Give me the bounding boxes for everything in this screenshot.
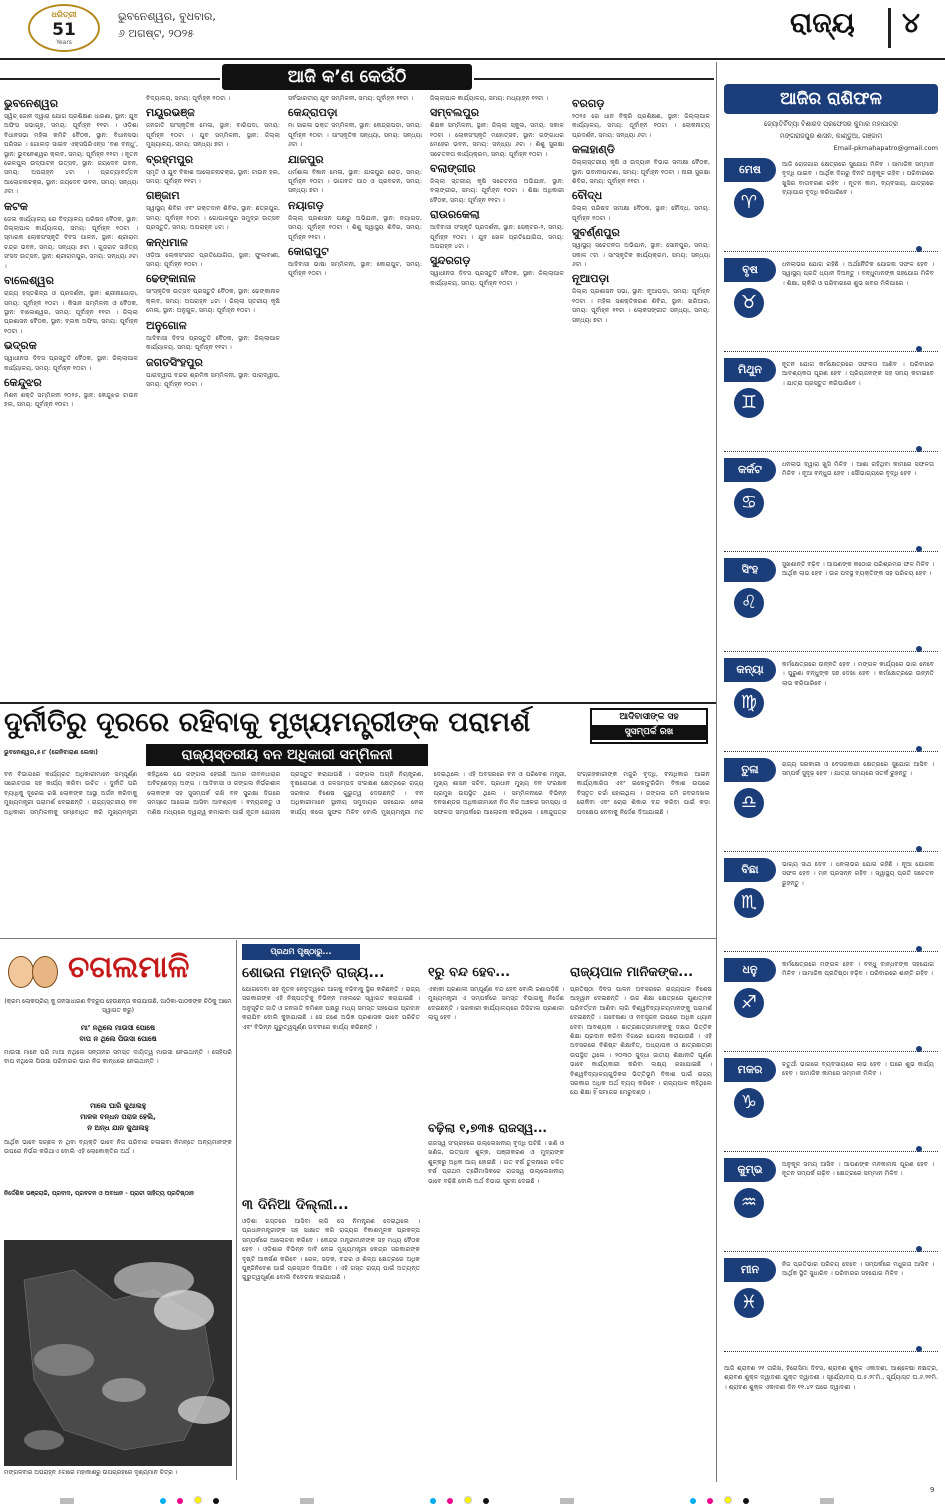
swatch-cyan-dot bbox=[690, 1498, 696, 1504]
rashi-prediction: ରାଜ୍ୟ ସରକାରୀ ଓ ବେସରକାରୀ କ୍ଷେତ୍ରରେ ସୁଯୋଗ ଆସିବ । ସମ୍ପର୍କ ସୁଦୃଢ଼ ହେବ । ଯାତ୍ରା ସମୟରେ ସତର୍କ ରୁହନ୍ତୁ । bbox=[782, 761, 934, 778]
story-delhi-body: ଓଡ଼ିଶା ଗସ୍ତରେ ଆସିବା ଲାଗି ସେ ନିମନ୍ତ୍ରଣ ଦେଇଥିଲେ । ପ୍ରଧାନମନ୍ତ୍ରୀଙ୍କ ସହ ସାକ୍ଷାତ କରି ରାଜ୍ୟର ବିକାଶମୂଳକ ପ୍ରକଳ୍ପ ସମ୍ପର୍କରେ ଆଲୋଚନା କରିବେ । କେନ୍ଦ୍ର ମନ୍ତ୍ରୀମାନଙ୍କ ସହ ମଧ୍ୟ ବୈଠକ ହେବ । ଓଡ଼ିଶାର ବିଭିନ୍ନ ଦାବି ନେଇ ମୁଖ୍ୟମନ୍ତ୍ରୀ କେନ୍ଦ୍ର ସରକାରଙ୍କ ଦୃଷ୍ଟି ଆକର୍ଷଣ କରିବେ । ରେଳ, ସଡ଼କ, ବନ୍ଦର ଓ ଶିଳ୍ପ କ୍ଷେତ୍ରରେ ଅଧିକ ପୁଞ୍ଜିନିବେଶ ପାଇଁ ପ୍ରସ୍ତାବ ଦିଆଯିବ । ଏହି ଗସ୍ତ ରାଜ୍ୟ ପାଇଁ ଅତ୍ୟନ୍ତ ଗୁରୁତ୍ୱପୂର୍ଣ୍ଣ ବୋଲି ବିବେଚନା କରାଯାଉଛି । bbox=[242, 1218, 420, 1282]
rashi-separator bbox=[724, 950, 938, 952]
cartoon-faces-icon bbox=[4, 948, 62, 1000]
events-district-heading: କନ୍ଧମାଳ bbox=[146, 235, 188, 249]
rashi-entry bbox=[724, 158, 938, 254]
rashi-separator-dot bbox=[916, 1146, 922, 1152]
events-district-text: ମା ସାରଳା ଭକ୍ତ ସମ୍ମିଳନୀ, ସ୍ଥାନ: କେନ୍ଦ୍ରାପଡ଼ା, ସମୟ: ପୂର୍ବାହ୍ନ ୧୦ଟା । ସାଂସ୍କୃତିକ ସନ୍ଧ୍ୟା, ସମୟ: ସନ୍ଧ୍ୟା ୬ଟା । bbox=[288, 122, 422, 149]
events-district-heading: ସୁବର୍ଣ୍ଣପୁର bbox=[572, 226, 620, 240]
swatch-cyan-dot bbox=[430, 1498, 436, 1504]
footer-swatch-group-3 bbox=[300, 1489, 320, 1508]
events-district-text: ସ୍ୱାଧୀନତା ଦିବସ ପ୍ରସ୍ତୁତି ବୈଠକ, ସ୍ଥାନ: ଜିଲ୍ଲାପାଳ କାର୍ଯ୍ୟାଳୟ, ସମୟ: ପୂର୍ବାହ୍ନ ୧୦ଟା । bbox=[430, 270, 564, 287]
rashi-name: ବିଛା bbox=[724, 858, 776, 882]
rashi-entry bbox=[724, 358, 938, 454]
events-district-heading: ବ୍ରହ୍ମପୁର bbox=[146, 152, 194, 166]
events-district-heading: ସୁନ୍ଦରଗଡ଼ bbox=[430, 254, 471, 268]
rashi-name: କୁମ୍ଭ bbox=[724, 1158, 776, 1182]
rashifal-title: ଆଜିର ରାଶିଫଳ bbox=[780, 89, 882, 109]
cartoon-caption: (କ୍ରମ ଲୋକପ୍ରିୟ କୁ ଜନସାଧାରଣ ବିଦ୍ରୂପ ହେଉଛନ୍ତା କରାଯାଉଛି, ପାଠିକା-ପାଠକଙ୍କ ଚିଠିକୁ ଆମେ ସ୍ୱାଗତ କରୁ) bbox=[4, 998, 232, 1014]
events-district-text: ୨୦୨୫ ରେ ଧାନ ବିକ୍ରି ପ୍ରଶିକ୍ଷଣ, ସ୍ଥାନ: ଜିଲ୍ଲାପାଳ କାର୍ଯ୍ୟାଳୟ, ସମୟ: ପୂର୍ବାହ୍ନ ୧୦ଟା । ଲୋକନାଟ୍ୟ ପ୍ରଦର୍ଶନ, ସମୟ: ସନ୍ଧ୍ୟା ୬ଟା । bbox=[572, 113, 710, 139]
swatch-magenta-dot bbox=[447, 1498, 453, 1504]
events-column-2 bbox=[146, 94, 280, 694]
badge-sub: Years bbox=[56, 39, 72, 46]
rashi-name: ଧନୁ bbox=[724, 958, 776, 982]
story-bandh-headline: ୧ରୁ ବନ୍ଦ ହେବ... bbox=[428, 965, 511, 980]
zodiac-sign-icon: ♏ bbox=[734, 888, 764, 918]
swatch-yellow-dot bbox=[724, 1496, 732, 1504]
footer-swatch-group-5 bbox=[560, 1489, 580, 1508]
rashi-entry bbox=[724, 658, 938, 754]
swatch-yellow-dot bbox=[464, 1496, 472, 1504]
swatch-magenta-dot bbox=[177, 1498, 183, 1504]
rashifal-panchang: ଆଜି ଶ୍ରାବଣ ୨୧ ତାରିଖ, ହିରୋସିମା ଦିବସ, ଶ୍ରାବଣ ଶୁକ୍ଳ ଏକାଦଶୀ, ଆଶ୍ଳେଷା ନକ୍ଷତ୍ର, ଶ୍ରାବଣ ଶୁକ୍ଳ ଦ୍ୱାଦଶୀ ଯୁକ୍ତ ଦ୍ୱାଦଶୀ । ସୂର୍ଯ୍ୟୋଦୟ ଘ.୫.୨୮ମି., ସୂର୍ଯ୍ୟାସ୍ତ ଘ.୬.୨୧ମି. । ଶ୍ରାବଣ ଶୁକ୍ଳ ଏକାଦଶୀ ଦିନ ୧୧.୪୧ ପରେ ଦ୍ୱାଦଶୀ । bbox=[724, 1365, 938, 1391]
rashi-separator-dot bbox=[916, 846, 922, 852]
events-district-text: ଆଦିବାସୀ ଭାଷା ସମ୍ମିଳନୀ, ସ୍ଥାନ: କୋରାପୁଟ, ସମୟ: ପୂର୍ବାହ୍ନ ୧୦ଟା । bbox=[288, 261, 422, 278]
zodiac-sign-icon: ♍ bbox=[734, 688, 764, 718]
zodiac-sign-icon: ♎ bbox=[734, 788, 764, 818]
cartoon-verse-2: ବାପ ନ ଥିଲେ ପିଉସା ପୋଷେ bbox=[79, 1035, 157, 1043]
zodiac-sign-icon: ♊ bbox=[734, 388, 764, 418]
events-title-rule-right bbox=[474, 78, 714, 80]
story-rajyapal-body: ପ୍ରତିଷ୍ଠା ଦିବସ ପାଳନ ଅବସରରେ ରାଜ୍ୟପାଳ ବିଶେଷ ଆହ୍ୱାନ ଦେଇଛନ୍ତି । ଉଚ୍ଚ ଶିକ୍ଷା କ୍ଷେତ୍ରରେ ଗୁଣାତ୍ମକ ପରିବର୍ତ୍ତନ ଆଣିବା ଲାଗି ବିଶ୍ୱବିଦ୍ୟାଳୟମାନଙ୍କୁ ପରାମର୍ଶ ଦେଇଛନ୍ତି । ଗବେଷଣା ଓ ନବସୃଜନ ଉପରେ ଅଧିକ ଧ୍ୟାନ ଦେବା ଆବଶ୍ୟକ । ଛାତ୍ରଛାତ୍ରୀମାନଙ୍କୁ ଦକ୍ଷତା ଭିତ୍ତିକ ଶିକ୍ଷା ପ୍ରଦାନ କରିବା ଦିଗରେ ଯୋଜନା କରାଯାଉଛି । ଏହି ଅବସରରେ ବିଶିଷ୍ଟ ଶିକ୍ଷାବିତ୍, ଅଧ୍ୟାପକ ଓ ଛାତ୍ରଛାତ୍ରୀ ଉପସ୍ଥିତ ଥିଲେ । ୨୦୩୦ ସୁଦ୍ଧା ଜାତୀୟ ଶିକ୍ଷାନୀତି ପୂର୍ଣ୍ଣ ଭାବେ କାର୍ଯ୍ୟକାରୀ କରିବା ଲକ୍ଷ୍ୟ ରଖାଯାଇଛି । ବିଶ୍ୱବିଦ୍ୟାଳୟଗୁଡ଼ିକର ଭିତ୍ତିଭୂମି ବିକାଶ ପାଇଁ ରାଜ୍ୟ ସରକାର ଅଧିକ ଅର୍ଥ ବ୍ୟୟ କରିବେ । ରାଜ୍ୟପାଳ କହିଥିଲେ ଯେ ଶିକ୍ଷା ହିଁ ସମାଜର ମେରୁଦଣ୍ଡ । bbox=[570, 986, 712, 1097]
rashi-prediction: ସୁଖଶାନ୍ତି ବଢ଼ିବ । ଆପଣଙ୍କ କଠୋର ପରିଶ୍ରମର ଫଳ ମିଳିବ । ଆର୍ଥିକ ଲାଭ ହେବ । ଉଚ୍ଚ ପଦସ୍ଥ ବ୍ୟକ୍ତିଙ୍କ ସହ ପରିଚୟ ହେବ । bbox=[782, 561, 934, 578]
zodiac-sign-icon: ♐ bbox=[734, 988, 764, 1018]
events-section bbox=[0, 62, 714, 700]
rashi-prediction: କର୍ମକ୍ଷେତ୍ରରେ ମଙ୍ଗଳ ହେବ । ବନ୍ଧୁ ବାନ୍ଧବଙ୍କ ସହଯୋଗ ମିଳିବ । ସାମାଜିକ ପ୍ରତିଷ୍ଠା ବଢ଼ିବ । ପରିବାରରେ ଶାନ୍ତି ରହିବ । bbox=[782, 961, 934, 978]
swatch-gray bbox=[60, 1498, 74, 1504]
rashifal-list bbox=[724, 158, 938, 1358]
rashi-entry bbox=[724, 958, 938, 1054]
main-kicker-line-2: ସୁସମ୍ପର୍କ ରଖ bbox=[592, 725, 706, 740]
events-district-heading: ଭୁବନେଶ୍ୱର bbox=[4, 97, 59, 110]
events-bottom-rule bbox=[0, 702, 716, 704]
section-divider bbox=[888, 8, 891, 48]
anniversary-badge bbox=[28, 4, 100, 52]
main-story bbox=[0, 706, 714, 938]
rashi-prediction: ଆଜି ରୋଜଗାର କ୍ଷେତ୍ରରେ ସୁଯୋଗ ମିଳିବ । ସାମାଜିକ ସମ୍ମାନ ବୃଦ୍ଧି ପାଇବ । ଆର୍ଥିକ ଦିଗରୁ ଦିନଟି ଅନୁକୂଳ ରହିବ । ପରିବାରରେ ଖୁସିର ବାତାବରଣ ରହିବ । ନୂତନ କାମ, ବ୍ୟବସାୟ, ଯାତ୍ରାରେ ବ୍ୟାପାର ବୃଦ୍ଧି କରିପାରିବେ । bbox=[782, 161, 934, 197]
events-district-heading: ବରଗଡ଼ bbox=[572, 97, 605, 110]
events-district-text: ଆଦିବାସୀ ସଂସ୍କୃତି ପ୍ରଦର୍ଶନୀ, ସ୍ଥାନ: ସେକ୍ଟର-୨, ସମୟ: ପୂର୍ବାହ୍ନ ୧୦ଟା । ଯୁବ ଖେଳ ପ୍ରତିଯୋଗିତା, ସମୟ: ଅପରାହ୍ନ ୪ଟା । bbox=[430, 224, 564, 251]
main-headline: ଦୁର୍ନୀତିରୁ ଦୂରରେ ରହିବାକୁ ମୁଖ୍ୟମନ୍ତ୍ରୀଙ୍କ ପରାମର୍ଶ bbox=[4, 707, 531, 738]
front-page-continued-text: ପ୍ରଥମ ପୃଷ୍ଠାରୁ... bbox=[270, 947, 332, 956]
story-shobhana bbox=[242, 964, 420, 1196]
rashi-prediction: କର୍ମକ୍ଷେତ୍ରରେ ଉନ୍ନତି ହେବ । ମଙ୍ଗଳ କାର୍ଯ୍ୟରେ ଭାଗ ନେବେ । ପୁରୁଣା ବନ୍ଧୁଙ୍କ ସହ ଦେଖା ହେବ । କର୍ମକ୍ଷେତ୍ରରେ ଉନ୍ନତି ଲାଭ କରିପାରିବେ । bbox=[782, 661, 934, 687]
rashi-prediction: ନିଜ ପ୍ରତିଭାର ପରିଚୟ ଦେବେ । ସମ୍ପର୍କରେ ମଧୁରତା ଆସିବ । ଆର୍ଥିକ ସ୍ଥିତି ସୁଧାରିବ । ପରିବାରର ସହଯୋଗ ମିଳିବ । bbox=[782, 1261, 934, 1278]
rashi-entry bbox=[724, 858, 938, 954]
cartoon-title: ଚଗଲମାଳି bbox=[68, 950, 190, 985]
rashi-name: ମକର bbox=[724, 1058, 776, 1082]
events-district-heading: କେନ୍ଦୁଝର bbox=[4, 375, 42, 389]
rashi-entry bbox=[724, 1158, 938, 1254]
events-column-3 bbox=[288, 94, 422, 694]
events-district-text: ସ୍ମୃତି ଓ ଯୁବ ବିକାଶ ଆଲୋଚନାଚକ୍ର, ସ୍ଥାନ: ଟାଉନ ହଲ, ସମୟ: ପୂର୍ବାହ୍ନ ୧୧ଟା । bbox=[146, 168, 280, 186]
rashi-entry bbox=[724, 1058, 938, 1154]
rashi-separator bbox=[724, 250, 938, 252]
story-delhi bbox=[242, 1196, 420, 1486]
zodiac-sign-icon: ♈ bbox=[734, 188, 764, 218]
events-district-text: ଜିଲ୍ଲାସ୍ତରୀୟ କୃଷି ଓ ଉଦ୍ୟାନ ବିଭାଗ ସମୀକ୍ଷା ବୈଠକ, ସ୍ଥାନ: ଭବାନୀପାଟଣା, ସମୟ: ପୂର୍ବାହ୍ନ ୧୦ଟା । ନାରୀ ସୁରକ୍ଷା ଶିବିର, ସମୟ: ପୂର୍ବାହ୍ନ ୧୧ଟା । bbox=[572, 159, 710, 186]
rashi-prediction: ଚତୁର୍ଥୀ ଭାଗରେ ବ୍ୟବସାୟରେ ଲାଭ ହେବ । ଘରେ ଶୁଭ କାର୍ଯ୍ୟ ହେବ । ସାମାଜିକ କାମରେ ସମ୍ମାନ ମିଳିବ । bbox=[782, 1061, 934, 1078]
dateline-1: ଭୁବନେଶ୍ୱର, ବୁଧବାର, bbox=[118, 10, 216, 23]
story-rajyapal-headline: ରାଜ୍ୟପାଳ ମାନିକଙ୍କ... bbox=[570, 965, 694, 980]
swatch-gray bbox=[820, 1498, 834, 1504]
main-kicker-box bbox=[590, 708, 708, 744]
story-bandh bbox=[428, 964, 564, 1104]
events-district-heading: କଳାହାଣ୍ଡି bbox=[572, 143, 615, 157]
main-dateline: ଭୁବନେଶ୍ୱର,୫।୮ (ଜେନିବାରାଣ ଲେକା) bbox=[4, 749, 98, 756]
rashi-separator-dot bbox=[916, 1346, 922, 1352]
rashi-separator bbox=[724, 550, 938, 552]
events-district-heading: ଭଦ୍ରକ bbox=[4, 339, 37, 353]
cartoon-credit: ନିର୍ଦ୍ଦେଶିକ ଭଞ୍ଜରାଜି, ପ୍ରବାଦ, ପ୍ରବଚନ ଓ ଅବଧାନ - ପ୍ରାଚୀ ସାହିତ୍ୟ ପ୍ରତିଷ୍ଠାନ bbox=[4, 1190, 195, 1197]
rashi-separator bbox=[724, 1250, 938, 1252]
rashi-name: ବୃଷ bbox=[724, 258, 776, 282]
rashi-name: କର୍କଟ bbox=[724, 458, 776, 482]
events-district-text: ରାଜ୍ୟ ହସ୍ତଶିଳ୍ପ ଓ ପ୍ରଦର୍ଶନୀ, ସ୍ଥାନ: ଶ୍ରୀନାଗୋଡ଼ା, ସମୟ: ପୂର୍ବାହ୍ନ ୧୦ଟା । କିସାନ ସମ୍ମିଳନୀ ଓ ବୈଠକ, ସ୍ଥାନ: ବାଲେଶ୍ୱର, ସମୟ: ପୂର୍ବାହ୍ନ ୧୧ଟା । ଜିଲ୍ଲା ପ୍ରଶାସନ ବୈଠକ, ସ୍ଥାନ: ବ୍ଲକ ଅଫିସ, ସମୟ: ପୂର୍ବାହ୍ନ ୧୦ଟା । bbox=[4, 290, 138, 335]
main-kicker-line-1: ଆଦିବାସୀଙ୍କ ସହ bbox=[619, 712, 679, 722]
cartoon-verse-5: ନ ଅନ୍ଧ ଯାନ କୁଥାଲହୁ bbox=[87, 1124, 149, 1132]
footer-swatch-group-4 bbox=[430, 1489, 495, 1508]
rashi-name: ତୁଳା bbox=[724, 758, 776, 782]
rashi-separator bbox=[724, 350, 938, 352]
rashi-name: ସିଂହ bbox=[724, 558, 776, 582]
events-district-heading: ଜଗତସିଂହପୁର bbox=[146, 355, 203, 369]
events-district-text: ଜେଲ କାର୍ଯ୍ୟାଳୟ ରେ ବିଦ୍ୟାଳୟ ପରିଷଦ ବୈଠକ, ସ୍ଥାନ: ଜିଲ୍ଲାପାଳ କାର୍ଯ୍ୟାଳୟ, ସମୟ: ପୂର୍ବାହ୍ନ ୧୦ଟା । ସ୍ମାରକ ଲୋକସଂସ୍କୃତି ଦିବସ ପାଳନ, ସ୍ଥାନ: ଶ୍ରୀରାମ ଚନ୍ଦ୍ର ଭବନ, ସମୟ: ସନ୍ଧ୍ୟା ୭ଟା । ଗୁଜରାଟ ସାହିତ୍ୟ ସଂସଦ ଉତ୍ସବ, ସ୍ଥାନ: ଶ୍ରୀରାମପୁର, ସମୟ: ସନ୍ଧ୍ୟା ୬ଟା । bbox=[4, 215, 138, 270]
left-column-divider bbox=[236, 940, 237, 1480]
rashi-separator bbox=[724, 1050, 938, 1052]
rashi-separator-dot bbox=[916, 746, 922, 752]
events-district-heading: ନୂଆପଡ଼ା bbox=[572, 272, 610, 286]
zodiac-sign-icon: ♑ bbox=[734, 1088, 764, 1118]
events-district-text: ସର୍ବଭାରତୀୟ ଯୁବ ସମ୍ମିଳନୀ, ସମୟ: ପୂର୍ବାହ୍ନ ୧୧ଟା । bbox=[288, 95, 414, 102]
cartoon-verse-3: ମାଲେ ଘାରି କୁଥାଲହୁ bbox=[90, 1102, 146, 1110]
zodiac-sign-icon: ♓ bbox=[734, 1288, 764, 1318]
events-title-bar bbox=[222, 64, 472, 90]
rashi-name: ମିଥୁନ bbox=[724, 358, 776, 382]
main-subhead: ରାଜ୍ୟସ୍ତରୀୟ ବନ ଅଧିକାରୀ ସମ୍ମିଳନୀ bbox=[181, 747, 393, 763]
swatch-gray bbox=[300, 1498, 314, 1504]
cartoon-verse-4: ମାଳକ ବନ୍ଧନ ପରାଜ ହେଲି, bbox=[80, 1113, 156, 1121]
rashi-entry bbox=[724, 458, 938, 554]
events-district-text: ଜିଲ୍ଲା ପରିଷଦ ସମୀକ୍ଷା ବୈଠକ, ସ୍ଥାନ: ବୌଦ୍ଧ, ସମୟ: ପୂର୍ବାହ୍ନ ୧୦ଟା । bbox=[572, 205, 710, 222]
events-district-text: ସ୍ୱିଚ୍ ଜୋନ ଦ୍ୱାରା ଯୋଗ ପ୍ରଶିକ୍ଷଣ ଧାରଣା, ସ୍ଥାନ: ଯୁବ ଅଫିସ ସଭାଗୃହ, ସମୟ: ପୂର୍ବାହ୍ନ ୧୧ଟା । ଓଡ଼ିଶା ବିଧାନସଭା ମହିଳା କମିଟି ବୈଠକ, ସ୍ଥାନ: ବିଧାନସଭା ପରିସର । ଗୋଲଡ଼ ସାଇବ ଏକ୍ସପିରିଏନ୍ସ ‘ବଣ ବନ୍ଧୁ’, ସ୍ଥାନ: ଭୁବନେଶ୍ୱର କ୍ଲବ, ସମୟ: ପୂର୍ବାହ୍ନ ୧୧ଟା । ନୂତନ ରେଳପୁଲ ଉଦ୍‌ଘାଟନ ଉତ୍ସବ, ସ୍ଥାନ: ଜୟଦେବ ଭବନ, ସମୟ: ଅପରାହ୍ନ ୪ଟା । ପ୍ରତ୍ୟାବର୍ତ୍ତନ ଆଲୋଚନାଚକ୍ର, ସ୍ଥାନ: ଜୟଦେବ ଭବନ, ସମୟ: ସନ୍ଧ୍ୟା ୬ଟା । bbox=[4, 113, 138, 196]
events-district-text: ଜିଲ୍ଲା ସ୍ତରୀୟ କୃଷି ସଚେତନତା ଅଭିଯାନ, ସ୍ଥାନ: ବଲାଙ୍ଗୀର, ସମୟ: ପୂର୍ବାହ୍ନ ୧୦ଟା । ଶିକ୍ଷା ଅଧିକାରୀ ବୈଠକ, ସମୟ: ପୂର୍ବାହ୍ନ ୧୧ଟା । bbox=[430, 178, 564, 204]
story-rajaswa bbox=[428, 1120, 564, 1486]
weather-satellite-image bbox=[4, 1240, 232, 1466]
events-district-text: ବିଦ୍ୟାଳୟ, ସମୟ: ପୂର୍ବାହ୍ନ ୧୦ଟା । bbox=[146, 95, 231, 102]
events-district-heading: କେନ୍ଦ୍ରାପଡ଼ା bbox=[288, 106, 338, 120]
rashi-separator bbox=[724, 1150, 938, 1152]
events-district-text: ଆଦିବାସୀ ଦିବସ ପ୍ରସ୍ତୁତି ବୈଠକ, ସ୍ଥାନ: ଜିଲ୍ଲାପାଳ କାର୍ଯ୍ୟାଳୟ, ସମୟ: ପୂର୍ବାହ୍ନ ୧୧ଟା । bbox=[146, 334, 280, 352]
events-district-text: ଧର୍ମଶାଳା ବିଜ୍ଞାନ ମେଳା, ସ୍ଥାନ: ଯାଜପୁର ରୋଡ଼, ସମୟ: ପୂର୍ବାହ୍ନ ୧୦ଟା । ଭାଗବତ ପାଠ ଓ ପ୍ରବଚନ, ସମୟ: ସନ୍ଧ୍ୟା ୭ଟା । bbox=[288, 168, 422, 195]
events-column-5 bbox=[572, 94, 710, 694]
footer-registration-bar bbox=[0, 1486, 945, 1498]
events-district-heading: କୋରାପୁଟ bbox=[288, 245, 329, 259]
rashi-separator-dot bbox=[916, 346, 922, 352]
weather-caption: ମଙ୍ଗଳବାର ଅପରାହ୍ନ ୫ଟାରେ ମହାକାଶରୁ ଉପଗ୍ରହରେ ଦୃଶ୍ୟମାନ ଚିତ୍ର । bbox=[4, 1469, 178, 1476]
main-subhead-bar bbox=[146, 744, 428, 766]
events-district-heading: ନୟାଗଡ଼ bbox=[288, 198, 324, 212]
rashi-separator-dot bbox=[916, 946, 922, 952]
story-rajyapal bbox=[570, 964, 712, 1486]
zodiac-sign-icon: ♒ bbox=[734, 1188, 764, 1218]
rashi-name: ମେଷ bbox=[724, 158, 776, 182]
footer-swatch-group-1 bbox=[60, 1489, 80, 1508]
masthead bbox=[0, 0, 945, 58]
rashi-name: କନ୍ୟା bbox=[724, 658, 776, 682]
section-title: ରାଜ୍ୟ bbox=[790, 6, 855, 39]
rashi-prediction: ଭାଗ୍ୟ ସାଥ ଦେବ । ଧନଲାଭର ଯୋଗ ରହିଛି । ନୂଆ ଯୋଜନା ସଫଳ ହେବ । ମନ ପ୍ରସନ୍ନ ରହିବ । ସ୍ୱାସ୍ଥ୍ୟ ପ୍ରତି ସଚେତନ ରୁହନ୍ତୁ । bbox=[782, 861, 934, 887]
rashifal-astrologer: ଜ୍ୟୋତିର୍ବିଦ୍ୟା ବିଶାରଦ ପ୍ରଫେସର କୁମାର ମହାପାତ୍ର bbox=[764, 120, 898, 128]
rashi-separator-dot bbox=[916, 1046, 922, 1052]
rashi-prediction: ଅନୁକୂଳ ସମୟ ଆସିବ । ଆପଣଙ୍କ ମନକାମନା ପୂରଣ ହେବ । ନୂତନ ସମ୍ପର୍କ ଗଢ଼ିବ । କ୍ଷେତ୍ରରେ ସମ୍ମାନ ମିଳିବ । bbox=[782, 1161, 934, 1178]
zodiac-sign-icon: ♋ bbox=[734, 488, 764, 518]
swatch-black-dot bbox=[213, 1498, 219, 1504]
swatch-magenta-dot bbox=[707, 1498, 713, 1504]
events-district-heading: ଅନୁଗୋଳ bbox=[146, 318, 187, 332]
cartoon-body-2: ଆର୍ଥିକ ଭାବେ ସଚ୍ଛଳ ନ ଥିବା ବ୍ୟକ୍ତି ଭାବେ ନିଜ ପରିବାର ଚଳାଇବା ନିମନ୍ତେ ଅନ୍ୟମାନଙ୍କ ଉପରେ ନିର୍ଭର କରିଥାଏ ବୋଲି ଏହି ଲୋକୋକ୍ତିର ଅର୍ଥ । bbox=[4, 1139, 232, 1156]
events-title: ଆଜି କ’ଣ କେଉଁଠି bbox=[287, 67, 407, 87]
footer-swatch-group-7 bbox=[820, 1489, 840, 1508]
events-district-heading: ଯାଜପୁର bbox=[288, 152, 324, 166]
events-district-heading: କଟକ bbox=[4, 199, 28, 213]
front-page-continued-label bbox=[242, 944, 360, 960]
vertical-divider-right bbox=[716, 62, 717, 1482]
main-story-body: ବନ ବିଭାଗରେ କାର୍ଯ୍ୟରତ ଅଧିକାରୀମାନେ ସମ୍ପୂର୍ଣ୍ଣ ସଚ୍ଚୋଟତାର ସହ କାର୍ଯ୍ୟ କରିବା ଉଚିତ । ଦୁର୍ନୀତି ପରି ବ୍ୟାଧିକୁ ଦୂରେଇ ରଖି ଲୋକଙ୍କ ଆସ୍ଥା ଅର୍ଜନ କରିବାକୁ ମୁଖ୍ୟମନ୍ତ୍ରୀ ପରାମର୍ଶ ଦେଇଛନ୍ତି । ରାଜ୍ୟସ୍ତରୀୟ ବନ ଅଧିକାରୀ ସମ୍ମିଳନୀକୁ ସମ୍ବୋଧିତ କରି ମୁଖ୍ୟମନ୍ତ୍ରୀ କହିଥିଲେ ଯେ ଜଙ୍ଗଲ ହେଉଛି ଆମର ଜୀବନଧାରାର ଅବିଚ୍ଛେଦ୍ୟ ଅଙ୍ଗ । ଆଦିବାସୀ ଓ ଜଙ୍ଗଲ ନିର୍ଭରଶୀଳ ଲୋକଙ୍କ ସହ ସୁସମ୍ପର୍କ ରଖି ବନ ସୁରକ୍ଷା ଦିଗରେ ସମସ୍ତେ ଆଗେଇ ଆସିବା ଆବଶ୍ୟକ । ବନ୍ୟଜନ୍ତୁ ଓ ମଣିଷ ମଧ୍ୟରେ ଦ୍ୱନ୍ଦ୍ୱ କମାଇବା ପାଇଁ ନୂତନ ଯୋଜନା ପ୍ରସ୍ତୁତ କରାଯାଉଛି । ଜଙ୍ଗଲ ଅଗ୍ନି ନିୟନ୍ତ୍ରଣ, ବୃକ୍ଷରୋପଣ ଓ ଜଳସମ୍ପଦ ସଂରକ୍ଷଣ କ୍ଷେତ୍ରରେ ରାଜ୍ୟ ସରକାର ବିଶେଷ ଗୁରୁତ୍ୱ ଦେଉଛନ୍ତି । ବନ ଅଧିକାରୀମାନେ ସ୍ଥାନୀୟ ସମୁଦାୟର ସହଯୋଗ ନେଇ କାର୍ଯ୍ୟ କଲେ ସୁଫଳ ମିଳିବ ବୋଲି ମୁଖ୍ୟମନ୍ତ୍ରୀ ମତ ଦେଇଥିଲେ । ଏହି ଅବସରରେ ବନ ଓ ପରିବେଶ ମନ୍ତ୍ରୀ, ମୁଖ୍ୟ ଶାସନ ସଚିବ, ପ୍ରଧାନ ମୁଖ୍ୟ ବନ ସଂରକ୍ଷକ ପ୍ରମୁଖ ଉପସ୍ଥିତ ଥିଲେ । ସମ୍ମିଳନୀରେ ବିଭିନ୍ନ ବନଖଣ୍ଡର ଅଧିକାରୀମାନେ ନିଜ ନିଜ ଅଞ୍ଚଳର ସମସ୍ୟା ଓ ସଫଳତା ସମ୍ପର୍କରେ ଆଲୋଚନା କରିଥିଲେ । କେନ୍ଦୁପତ୍ର ସଂଗ୍ରହକାରୀଙ୍କ ମଜୁରି ବୃଦ୍ଧି, ବନାଧିକାର ଆଇନ କାର୍ଯ୍ୟକାରିତା ଏବଂ ଇକୋଟୁରିଜିମ ବିକାଶ ଉପରେ ବିସ୍ତୃତ ଚର୍ଚ୍ଚା ହୋଇଥିଲା । ଜଙ୍ଗଲ ଜମି ଜବରଦଖଲ ରୋକିବା ଏବଂ ଚୋରା ଶିକାର ବନ୍ଦ କରିବା ପାଇଁ କଡ଼ା ପଦକ୍ଷେପ ନେବାକୁ ନିର୍ଦ୍ଦେଶ ଦିଆଯାଇଛି । bbox=[4, 771, 710, 816]
story-bandh-body: ଏକାକୀ ପ୍ରଣାଳୀ ସମ୍ପୂର୍ଣ୍ଣ ବନ୍ଦ ହେବ ବୋଲି ଜଣାପଡ଼ିଛି । ମୁଖ୍ୟମନ୍ତ୍ରୀ ଏ ସମ୍ପର୍କରେ ସମସ୍ତ ବିଭାଗକୁ ନିର୍ଦ୍ଦେଶ ଦେଇଛନ୍ତି । ସରକାରୀ କାର୍ଯ୍ୟାଳୟରେ ଡିଜିଟାଲ ପ୍ରଣାଳୀ ଲାଗୁ ହେବ । bbox=[428, 986, 564, 1022]
satellite-cloud-map bbox=[4, 1240, 232, 1466]
rashi-prediction: ଧନଲାଭର ଯୋଗ ରହିଛି । ଅର୍ଥନୈତିକ ଯୋଜନା ସଫଳ ହେବ । ସ୍ୱାସ୍ଥ୍ୟ ପ୍ରତି ଧ୍ୟାନ ଦିଅନ୍ତୁ । ବନ୍ଧୁମାନଙ୍କ ସହଯୋଗ ମିଳିବ । ଶିକ୍ଷା, ଚାକିରି ଓ ପରିବାରରେ ଶୁଭ ଖବର ମିଳିପାରେ । bbox=[782, 261, 934, 287]
events-district-text: ଜିଲ୍ଲା ପ୍ରଶାସନ ପକ୍ଷରୁ ଅଭିଯାନ, ସ୍ଥାନ: ନୟାଗଡ଼, ସମୟ: ପୂର୍ବାହ୍ନ ୧୦ଟା । ଶିଶୁ ସ୍ୱାସ୍ଥ୍ୟ ଶିବିର, ସମୟ: ପୂର୍ବାହ୍ନ ୧୧ଟା । bbox=[288, 214, 422, 241]
events-district-heading: ରାଉରକେଲା bbox=[430, 208, 480, 222]
story-delhi-headline: ୩ ଦିନିଆ ଦିଲ୍ଲୀ... bbox=[242, 1197, 349, 1213]
events-district-heading: ସମ୍ବଲପୁର bbox=[430, 106, 480, 120]
events-district-text: ଶିକ୍ଷକ ସମ୍ମିଳନୀ, ସ୍ଥାନ: ଜିଲ୍ଲା ସ୍କୁଲ, ସମୟ: ସକାଳ ୧୦ଟା । ଲୋକସଂସ୍କୃତି ମହୋତ୍ସବ, ସ୍ଥାନ: ଗଙ୍ଗାଧର ମେହେର ଭବନ, ସମୟ: ସନ୍ଧ୍ୟା ୬ଟା । ଶିଶୁ ସୁରକ୍ଷା ସଚେତନତା କାର୍ଯ୍ୟକ୍ରମ, ସମୟ: ପୂର୍ବାହ୍ନ ୧୦ଟା । bbox=[430, 122, 564, 158]
rashi-entry bbox=[724, 558, 938, 654]
events-column-4 bbox=[430, 94, 564, 694]
events-district-heading: ଗଞ୍ଜାମ bbox=[146, 189, 180, 203]
events-district-text: ଜନଜାତି ସାଂସ୍କୃତିକ ମେଳା, ସ୍ଥାନ: ବାରିପଦା, ସମୟ: ପୂର୍ବାହ୍ନ ୧୦ଟା । ଯୁବ ସମ୍ମିଳନୀ, ସ୍ଥାନ: ଜିଲ୍ଲା ମୁଖ୍ୟାଳୟ, ସମୟ: ସନ୍ଧ୍ୟା ୭ଟା । bbox=[146, 122, 280, 149]
events-district-text: ଜିଲ୍ଲା ପ୍ରଶାସନ ସଭା, ସ୍ଥାନ: ନୂଆପଡ଼ା, ସମୟ: ପୂର୍ବାହ୍ନ ୧୦ଟା । ମହିଳା ସଶକ୍ତିକରଣ ଶିବିର, ସ୍ଥାନ: ଖରିଆର, ସମୟ: ପୂର୍ବାହ୍ନ ୧୧ଟା । ଲୋକସଙ୍ଗୀତ ସନ୍ଧ୍ୟା, ସମୟ: ସନ୍ଧ୍ୟା ୭ଟା । bbox=[572, 288, 710, 324]
dateline-2: ୬ ଅଗଷ୍ଟ, ୨୦୨୫ bbox=[118, 27, 195, 40]
rashi-separator-dot bbox=[916, 246, 922, 252]
zodiac-sign-icon: ♌ bbox=[734, 588, 764, 618]
rashi-prediction: ଧନଲାଭ ଦ୍ୱାରା ଖୁସି ମିଳିବ । ଆଶା ରହିଥିବା କାମରେ ସଫଳତା ମିଳିବ । ନୂଆ ବନ୍ଧୁତା ହେବ । ସୌଭାଗ୍ୟରେ ବୃଦ୍ଧି ହେବ । bbox=[782, 461, 934, 478]
events-district-text: ଜିଲ୍ଲାପାଳ କାର୍ଯ୍ୟାଳୟ, ସମୟ: ମଧ୍ୟାହ୍ନ ୧୨ଟା । bbox=[430, 95, 549, 102]
events-district-heading: ବାଲେଶ୍ୱର bbox=[4, 274, 54, 288]
rashifal-email: Email-pkmahapatro@gmail.com bbox=[833, 144, 938, 152]
rashi-entry bbox=[724, 258, 938, 354]
swatch-gray bbox=[560, 1498, 574, 1504]
footer-swatch-group-6 bbox=[690, 1489, 755, 1508]
events-district-text: ପାରାଦ୍ୱୀପ ବନ୍ଦର ଶ୍ରମିକ ସମ୍ମିଳନୀ, ସ୍ଥାନ: ପାରାଦ୍ୱୀପ, ସମୟ: ପୂର୍ବାହ୍ନ ୧୦ଟା । bbox=[146, 371, 280, 388]
events-column-1 bbox=[4, 94, 138, 694]
rashi-separator bbox=[724, 750, 938, 752]
cartoon-body: ମାଉସୀ ମାନେ ପରି ମାଆ ନଥିଲେ ସନ୍ତାନର ସମସ୍ତ ଦାୟିତ୍ୱ ମାଉସୀ ନେଇଥାନ୍ତି । ସେହିପରି ବାପ ନଥିଲେ ପିଉସା ପରିବାରର ଭାର ନିଜ କାନ୍ଧରେ ନେଇଥାନ୍ତି । bbox=[4, 1049, 232, 1066]
badge-number: 51 bbox=[52, 20, 76, 40]
rashifal-section bbox=[720, 62, 942, 1482]
badge-top: ଧରିତ୍ରୀ bbox=[51, 10, 77, 19]
rashi-separator-dot bbox=[916, 1246, 922, 1252]
cartoon-section bbox=[4, 944, 232, 1224]
rashi-separator bbox=[724, 1350, 938, 1352]
rashifal-title-bar bbox=[724, 84, 938, 114]
rashi-separator bbox=[724, 450, 938, 452]
rashi-separator bbox=[724, 650, 938, 652]
story-rajaswa-headline: ବଢ଼ିଲା ୧,୭୩୫ ରାଜସ୍ୱ... bbox=[428, 1121, 547, 1135]
zodiac-sign-icon: ♉ bbox=[734, 288, 764, 318]
rashi-separator-dot bbox=[916, 646, 922, 652]
story-shobhana-body: ଯୋଗଦେବା ସହ ନୂତନ ନେତୃତ୍ୱରେ ଆଗକୁ ବଢ଼ିବାକୁ ସ୍ଥିର କରିଛନ୍ତି । ରାଜ୍ୟ ସରକାରଙ୍କ ଏହି ନିଷ୍ପତ୍ତିକୁ ବିଭିନ୍ନ ମହଲରେ ସ୍ୱାଗତ କରାଯାଇଛି । ଅନୁସୂଚିତ ଜାତି ଓ ଜନଜାତି କମିଶନ ପକ୍ଷରୁ ମଧ୍ୟ ସମସ୍ତ ସହଯୋଗ ପ୍ରଦାନ କରାଯିବ ବୋଲି କୁହାଯାଇଛି । ସେ ଜଣେ ଅଭିଜ୍ଞ ପ୍ରଶାସକ ଭାବେ ପରିଚିତ ଏବଂ ବିଭିନ୍ନ ଗୁରୁତ୍ୱପୂର୍ଣ୍ଣ ପଦବୀରେ କାର୍ଯ୍ୟ କରିଛନ୍ତି । bbox=[242, 986, 420, 1031]
rashifal-address: ମଙ୍ଗରାଜପୁର ଶାସନ, କାଣ୍ଡୁଆ, ଗଞ୍ଜାମ bbox=[779, 132, 883, 140]
story-rajaswa-body: ରାଜସ୍ୱ ସଂଗ୍ରହରେ ଉଲ୍ଲେଖନୀୟ ବୃଦ୍ଧି ଘଟିଛି । ଖଣି ଓ ଖଣିଜ, ଉତ୍ପାଦ ଶୁଳ୍କ, ପଞ୍ଜୀକରଣ ଓ ମୁଦ୍ରାଙ୍କ ଶୁଳ୍କରୁ ଅଧିକ ଆୟ ହୋଇଛି । ଗତ ବର୍ଷ ତୁଳନାରେ ଚଳିତ ବର୍ଷ ପ୍ରଥମ ତ୍ରୈମାସିକରେ ରାଜସ୍ୱ ଉଲ୍ଲେଖନୀୟ ଭାବେ ବଢ଼ିଛି ବୋଲି ଅର୍ଥ ବିଭାଗ ସୂଚନା ଦେଇଛି । bbox=[428, 1140, 564, 1185]
rashi-separator-dot bbox=[916, 446, 922, 452]
events-district-heading: ବୌଦ୍ଧ bbox=[572, 189, 603, 203]
events-district-heading: ବଲାଙ୍ଗୀର bbox=[430, 162, 476, 176]
cartoon-verse-1: ମା’ ନଥିଲେ ମାଉସୀ ପୋଷେ bbox=[80, 1024, 156, 1032]
swatch-black-dot bbox=[743, 1498, 749, 1504]
events-district-text: ସ୍ୱାଧୀନତା ଦିବସ ପ୍ରସ୍ତୁତି ବୈଠକ, ସ୍ଥାନ: ଜିଲ୍ଲାପାଳ କାର୍ଯ୍ୟାଳୟ, ସମୟ: ପୂର୍ବାହ୍ନ ୧୦ଟା । bbox=[4, 355, 138, 372]
events-title-rule bbox=[0, 78, 220, 80]
rashi-prediction: ନୂତନ ଯୋଗ କର୍ମକ୍ଷେତ୍ରରେ ସଫଳତା ଆଣିବ । ପରିବାରର ଆବଶ୍ୟକତା ପୂରଣ ହେବ । ପ୍ରିୟଜନଙ୍କ ସହ ସମୟ କଟାଇବେ । ଯାତ୍ରା ପ୍ରସ୍ତୁତ କରିପାରିବେ । bbox=[782, 361, 934, 387]
events-district-text: ସାଂସ୍କୃତିକ ଉତ୍ସବ ପ୍ରସ୍ତୁତି ବୈଠକ, ସ୍ଥାନ: ଢେଙ୍କାନାଳ କ୍ଲବ, ସମୟ: ଅପରାହ୍ନ ୪ଟା । ଜିଲ୍ଲା ସ୍ତରୀୟ କୃଷି ମେଳା, ସ୍ଥାନ: ଅନୁଗୁଳ, ସମୟ: ପୂର୍ବାହ୍ନ ୧୦ଟା । bbox=[146, 288, 280, 315]
rashi-entry bbox=[724, 758, 938, 854]
footer-page-marker: 9 bbox=[930, 1486, 935, 1494]
footer-swatch-group-2 bbox=[160, 1489, 225, 1508]
events-district-text: ସ୍ୱାସ୍ଥ୍ୟ ସଚେତନତା ଅଭିଯାନ, ସ୍ଥାନ: ସୋନପୁର, ସମୟ: ସକାଳ ୯ଟା । ସାଂସ୍କୃତିକ କାର୍ଯ୍ୟକ୍ରମ, ସମୟ: ସନ୍ଧ୍ୟା ୬ଟା । bbox=[572, 242, 710, 269]
rashi-separator-dot bbox=[916, 546, 922, 552]
swatch-cyan-dot bbox=[160, 1498, 166, 1504]
page-number: ୪ bbox=[902, 6, 920, 39]
rashi-entry bbox=[724, 1258, 938, 1354]
rashi-name: ମୀନ bbox=[724, 1258, 776, 1282]
events-district-heading: ମୟୂରଭଞ୍ଜ bbox=[146, 106, 195, 120]
events-district-text: ସ୍ୱାସ୍ଥ୍ୟ ଶିବିର ଏବଂ ରକ୍ତଦାନ ଶିବିର, ସ୍ଥାନ: ଛତ୍ରପୁର, ସମୟ: ପୂର୍ବାହ୍ନ ୧୦ଟା । ଗୋପାଳପୁର ସମୁଦ୍ର ଉତ୍ସବ ପ୍ରସ୍ତୁତି, ସମୟ: ଅପରାହ୍ନ ୪ଟା । bbox=[146, 205, 280, 232]
swatch-black-dot bbox=[483, 1498, 489, 1504]
masthead-rule bbox=[0, 58, 945, 60]
swatch-yellow-dot bbox=[194, 1496, 202, 1504]
story-shobhana-headline: ଶୋଭନା ମହାନ୍ତି ରାଜ୍ୟ... bbox=[242, 965, 385, 981]
events-district-text: ମିଶନ ଶକ୍ତି ସମ୍ମିଳନୀ ୨୦୨୫, ସ୍ଥାନ: କେନ୍ଦୁଝର ଟାଉନ ହଲ, ସମୟ: ପୂର୍ବାହ୍ନ ୧୦ଟା । bbox=[4, 391, 138, 409]
events-district-heading: ଢେଙ୍କାନାଳ bbox=[146, 272, 196, 286]
events-district-text: ଓଡ଼ିଆ ଲୋକସଂଗୀତ ପ୍ରତିଯୋଗିତା, ସ୍ଥାନ: ଫୁଲବାଣୀ, ସମୟ: ପୂର୍ବାହ୍ନ ୧୦ଟା । bbox=[146, 251, 280, 269]
main-story-bottom-rule bbox=[0, 938, 716, 939]
rashi-separator bbox=[724, 850, 938, 852]
